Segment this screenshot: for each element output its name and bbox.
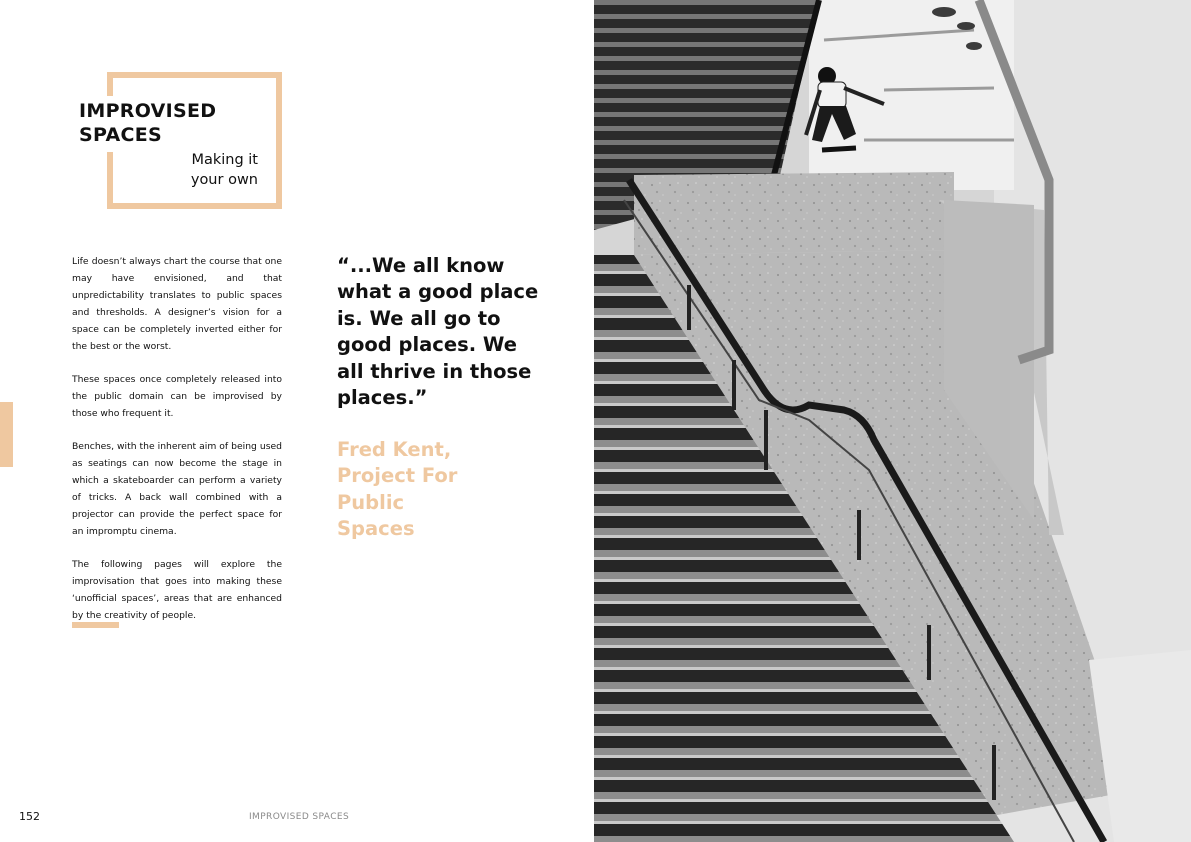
photo-illustration xyxy=(594,0,1191,842)
section-subtitle-line-1: Making it xyxy=(191,152,258,168)
body-text xyxy=(72,253,282,640)
left-page xyxy=(0,0,594,842)
skateboarder-stair-photo xyxy=(594,0,1191,842)
body-paragraph: Life doesn’t always chart the course that one may have envisioned, and that unpredictability translates to public spaces and thresholds. A designer’s vision for a space can be completely inverted either for the best or the worst. xyxy=(72,256,282,352)
section-subtitle xyxy=(170,150,258,190)
section-title xyxy=(79,99,216,147)
body-paragraph: Benches, with the inherent aim of being used as seatings can now become the stage in which a skateboarder can perform a variety of tricks. A back wall combined with a projector can provide the perfect space for an impromptu cinema. xyxy=(72,441,282,537)
section-subtitle-line-2: your own xyxy=(190,172,258,188)
section-title-line-1: IMPROVISED xyxy=(79,100,217,122)
page-number: 152 xyxy=(19,810,40,823)
body-paragraph: These spaces once completely released into the public domain can be improvised by those who frequent it. xyxy=(72,374,282,419)
quote-attribution: Fred Kent, Project For Public Spaces xyxy=(337,438,458,541)
running-head: IMPROVISED SPACES xyxy=(249,812,350,822)
body-paragraph: The following pages will explore the improvisation that goes into making these ‘unofficial spaces’, areas that are enhanced by the creativity of people. xyxy=(72,559,282,621)
pull-quote: “...We all know what a good place is. We all go to good places. We all thrive in those places.” xyxy=(337,254,539,410)
chapter-side-tab xyxy=(0,402,13,467)
section-title-line-2: SPACES xyxy=(79,124,162,146)
section-end-bar xyxy=(72,622,119,628)
